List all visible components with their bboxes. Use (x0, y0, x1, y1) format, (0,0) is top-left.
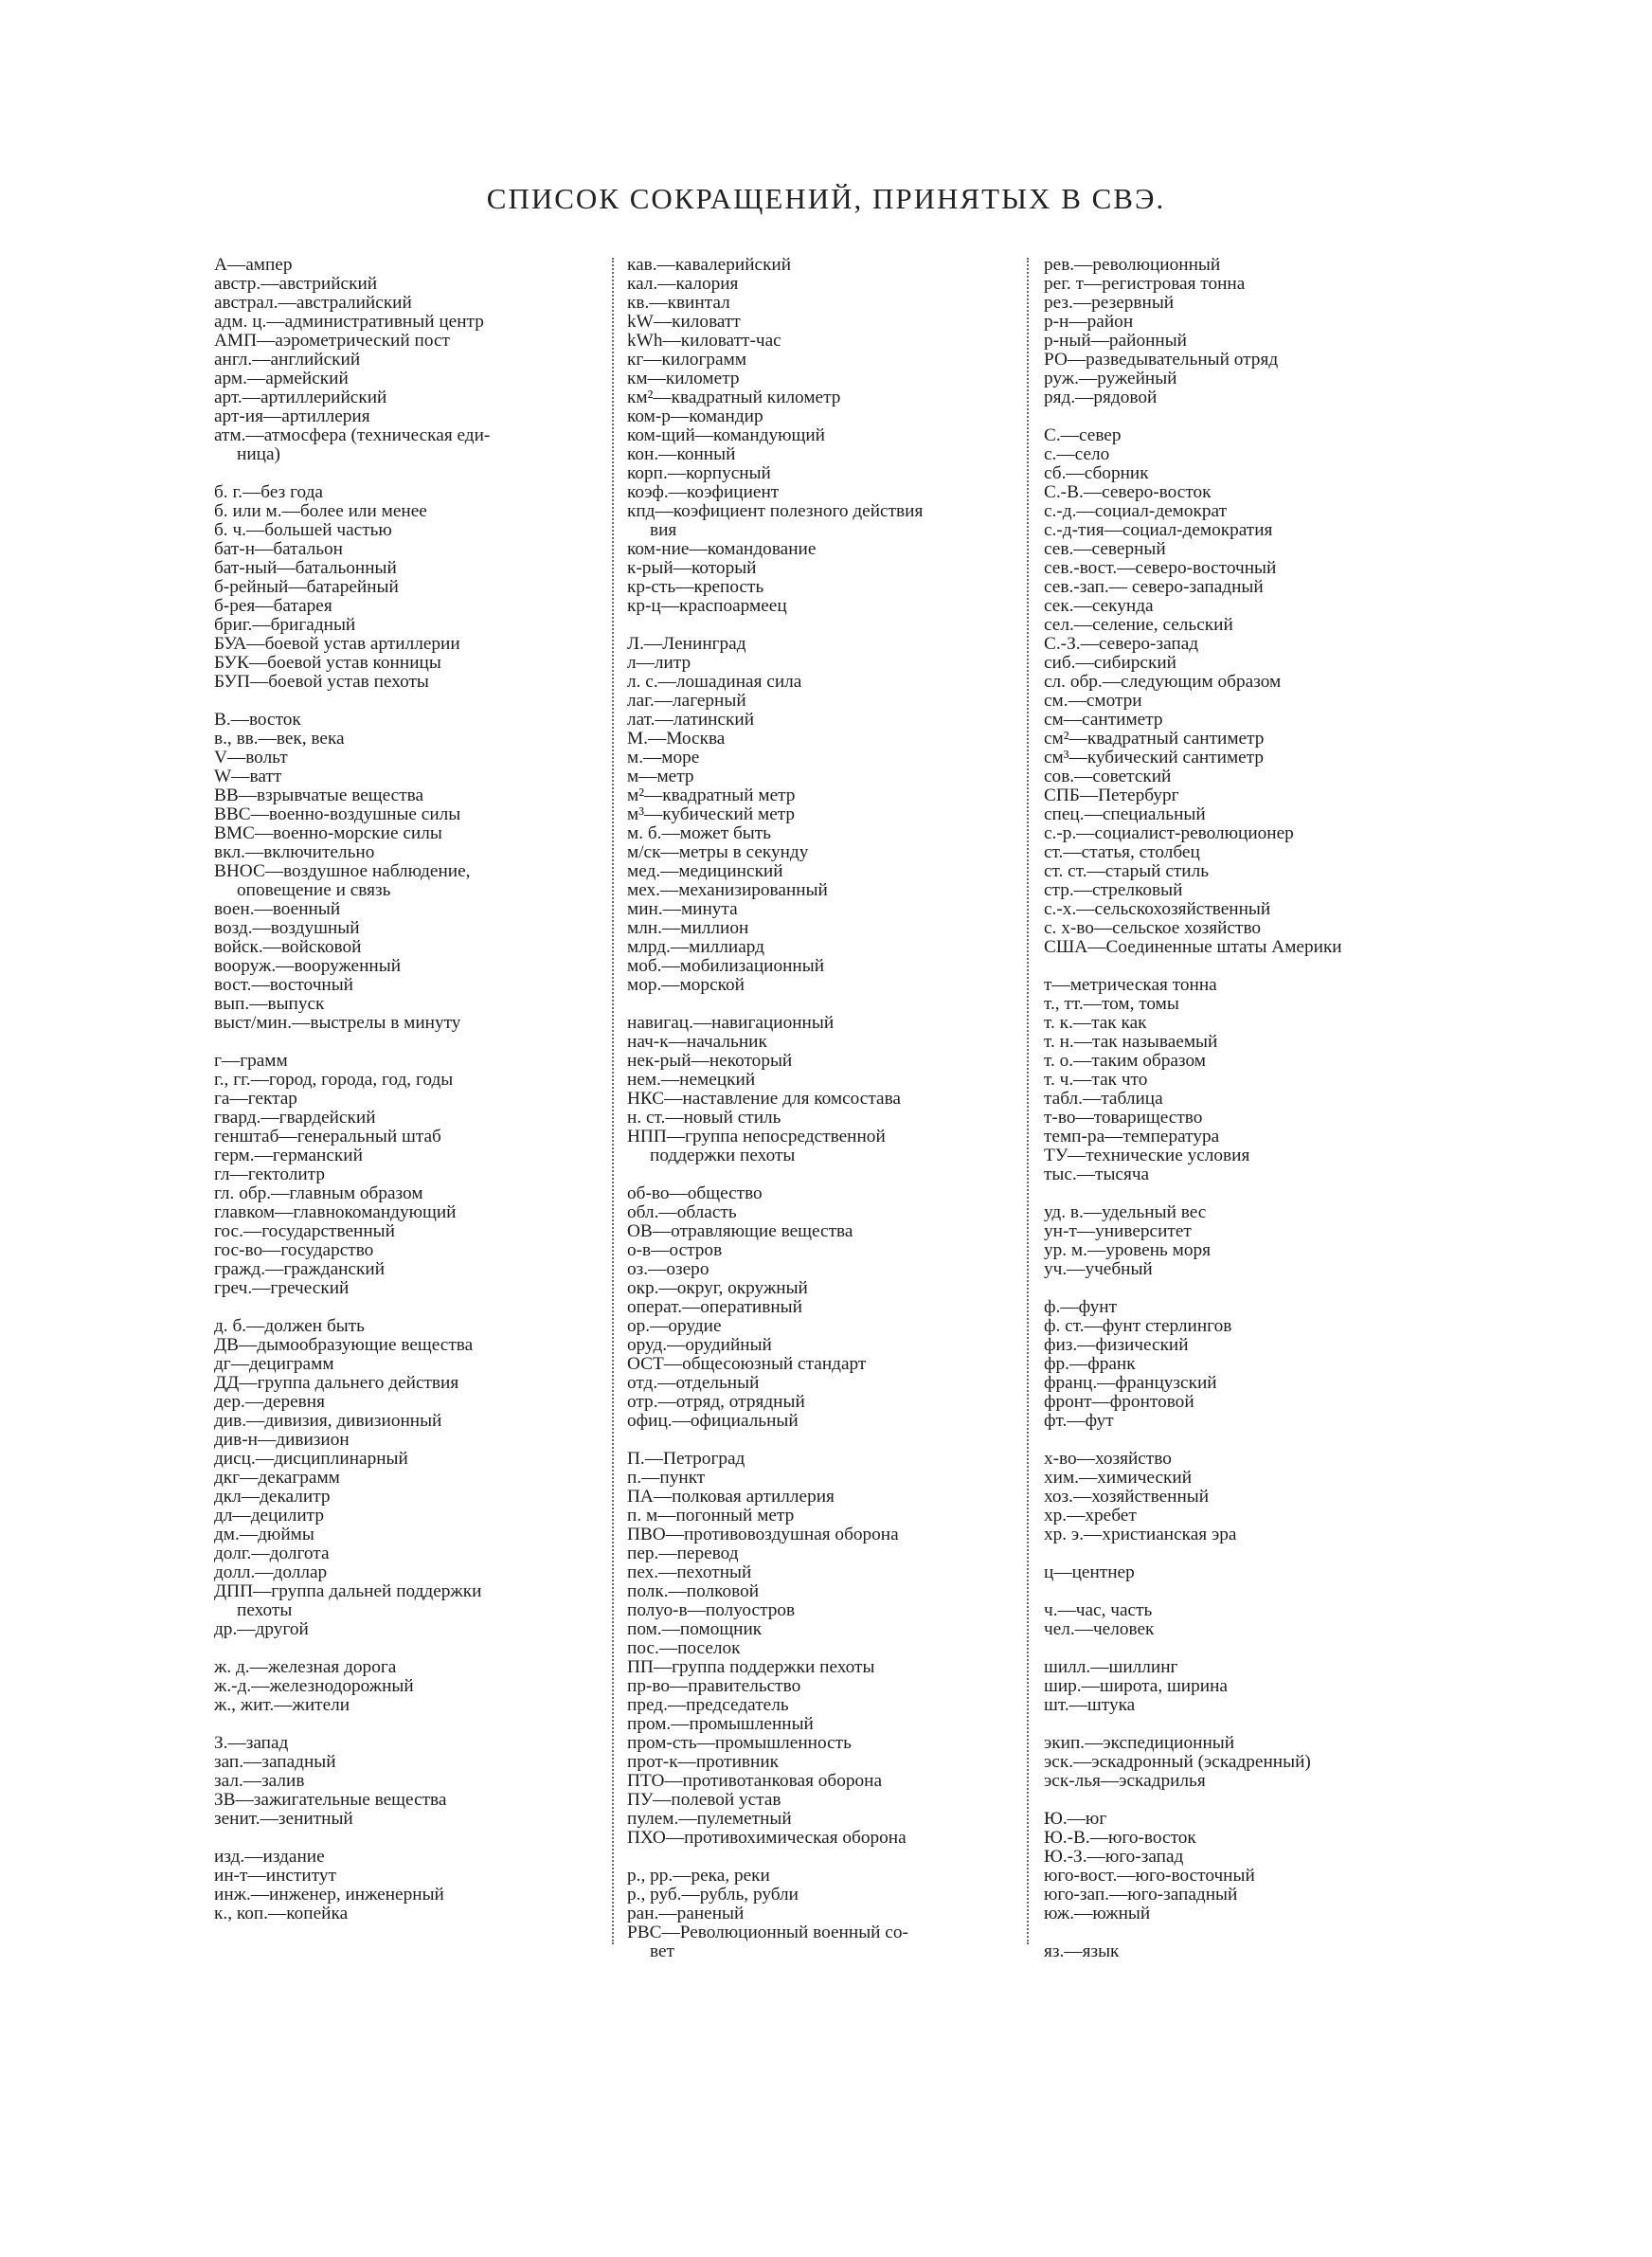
abbreviation-entry: лат.—латинский (627, 711, 755, 730)
abbreviation-entry: г., гг.—город, города, год, годы (214, 1071, 454, 1090)
abbreviation-entry: с.-р.—социалист-революционер (1044, 824, 1294, 843)
page-title: СПИСОК СОКРАЩЕНИЙ, ПРИНЯТЫХ В СВЭ. (486, 182, 1166, 215)
abbreviation-entry: ряд.—рядовой (1044, 388, 1158, 407)
abbreviation-entry: дкг—декаграмм (214, 1469, 340, 1488)
abbreviation-entry: вып.—выпуск (214, 995, 325, 1014)
abbreviation-entry: БУП—боевой устав пехоты (214, 673, 429, 692)
abbreviation-entry: ВВС—военно-воздушные силы (214, 805, 461, 824)
group-gap (214, 1715, 612, 1734)
abbreviation-entry: гос-во—государство (214, 1241, 374, 1260)
group-gap (1044, 407, 1442, 426)
abbreviation-entry: пром-сть—промышленность (627, 1734, 852, 1753)
abbreviation-entry: г—грамм (214, 1052, 288, 1071)
abbreviation-entry: сев.-вост.—северо-восточный (1044, 559, 1277, 578)
abbreviation-entry: нач-к—начальник (627, 1033, 767, 1052)
abbreviation-entry: сел.—селение, сельский (1044, 616, 1233, 635)
abbreviation-entry: т—метрическая тонна (1044, 976, 1217, 995)
abbreviation-entry: руж.—ружейный (1044, 370, 1177, 388)
abbreviation-column-3 (1044, 256, 1442, 1961)
abbreviation-entry: зап.—западный (214, 1753, 336, 1772)
abbreviation-entry: войск.—войсковой (214, 938, 362, 957)
abbreviation-entry: ур. м.—уровень моря (1044, 1241, 1211, 1260)
abbreviation-entry: зал.—залив (214, 1772, 305, 1791)
abbreviation-entry: австр.—австрийский (214, 275, 378, 294)
abbreviation-entry: АМП—аэрометрический пост (214, 332, 450, 351)
abbreviation-entry: н. ст.—новый стиль (627, 1109, 781, 1128)
abbreviation-entry: пром.—промышленный (627, 1715, 814, 1734)
abbreviation-entry: ж., жит.—жители (214, 1696, 350, 1715)
abbreviation-entry: р., руб.—рубль, рубли (627, 1886, 799, 1905)
abbreviation-entry: корп.—корпусный (627, 464, 771, 483)
group-gap (627, 1431, 1025, 1450)
abbreviation-entry: хр. э.—христианская эра (1044, 1526, 1237, 1544)
abbreviation-entry: хим.—химический (1044, 1469, 1193, 1488)
abbreviation-entry: адм. ц.—административный центр (214, 313, 484, 332)
abbreviation-entry: возд.—воздушный (214, 919, 360, 938)
abbreviation-entry: яз.—язык (1044, 1942, 1120, 1961)
abbreviation-entry: пом.—помощник (627, 1620, 763, 1639)
abbreviation-entry: мех.—механизированный (627, 881, 828, 900)
abbreviation-entry: ф.—фунт (1044, 1298, 1117, 1317)
abbreviation-entry: шир.—широта, ширина (1044, 1677, 1228, 1696)
abbreviation-entry: ф. ст.—фунт стерлингов (1044, 1317, 1232, 1336)
abbreviation-entry: юго-вост.—юго-восточный (1044, 1867, 1255, 1886)
abbreviation-entry: Ю.-З.—юго-запад (1044, 1848, 1184, 1867)
group-gap (1044, 1639, 1442, 1658)
abbreviation-entry: мед.—медицинский (627, 862, 783, 881)
group-gap (627, 1848, 1025, 1867)
abbreviation-entry: операт.—оперативный (627, 1298, 802, 1317)
abbreviation-entry: эск-лья—эскадрилья (1044, 1772, 1206, 1791)
abbreviation-entry: ПВО—противовоздушная оборона (627, 1526, 899, 1544)
abbreviation-entry: С.—север (1044, 426, 1122, 445)
abbreviation-entry: див.—дивизия, дивизионный (214, 1412, 442, 1431)
abbreviation-entry: гл—гектолитр (214, 1165, 325, 1184)
abbreviation-entry: изд.—издание (214, 1848, 325, 1867)
abbreviation-entry: кпд—коэфициент полезного действия (627, 502, 924, 521)
abbreviation-entry: зенит.—зенитный (214, 1810, 353, 1829)
abbreviation-entry: с. х-во—сельское хозяйство (1044, 919, 1262, 938)
abbreviation-entry: см.—смотри (1044, 692, 1142, 711)
abbreviation-entry: ПА—полковая артиллерия (627, 1488, 835, 1507)
abbreviation-entry: герм.—германский (214, 1147, 363, 1165)
abbreviation-entry: ПП—группа поддержки пехоты (627, 1658, 875, 1677)
abbreviation-entry: л. с.—лошадиная сила (627, 673, 802, 692)
abbreviation-entry: п. м—погонный метр (627, 1507, 795, 1526)
group-gap (1044, 1544, 1442, 1563)
abbreviation-entry: обл.—область (627, 1203, 737, 1222)
abbreviation-entry: ком-р—командир (627, 407, 763, 426)
abbreviation-entry: хр.—хребет (1044, 1507, 1137, 1526)
abbreviation-entry: пр-во—правительство (627, 1677, 801, 1696)
abbreviation-entry: кр-сть—крепость (627, 578, 764, 597)
abbreviation-entry: р., рр.—река, реки (627, 1867, 770, 1886)
abbreviation-entry: франц.—французский (1044, 1374, 1217, 1393)
abbreviation-entry: юж.—южный (1044, 1905, 1151, 1923)
abbreviation-entry: т-во—товарищество (1044, 1109, 1203, 1128)
abbreviation-entry: кр-ц—краспоармеец (627, 597, 787, 616)
abbreviation-entry: навигац.—навигационный (627, 1014, 835, 1033)
group-gap (214, 464, 612, 483)
abbreviation-entry: с.-д.—социал-демократ (1044, 502, 1228, 521)
abbreviation-entry-continuation: вет (650, 1942, 674, 1961)
abbreviation-entry: кг—килограмм (627, 351, 747, 370)
abbreviation-entry: бат-ный—батальонный (214, 559, 397, 578)
abbreviation-entry: ин-т—институт (214, 1867, 336, 1886)
abbreviation-entry-continuation: вия (650, 521, 677, 540)
abbreviation-entry-continuation: оповещение и связь (237, 881, 391, 900)
group-gap (1044, 1923, 1442, 1942)
abbreviation-entry: Ю.-В.—юго-восток (1044, 1829, 1196, 1848)
abbreviation-entry: М.—Москва (627, 730, 726, 749)
abbreviation-entry: ТУ—технические условия (1044, 1147, 1250, 1165)
abbreviation-entry: т. ч.—так что (1044, 1071, 1148, 1090)
group-gap (1044, 957, 1442, 976)
abbreviation-entry: ран.—раненый (627, 1905, 745, 1923)
abbreviation-entry: пер.—перевод (627, 1544, 739, 1563)
abbreviation-entry: ст.—статья, столбец (1044, 843, 1200, 862)
abbreviation-entry: гос.—государственный (214, 1222, 395, 1241)
abbreviation-entry: м/ск—метры в секунду (627, 843, 809, 862)
abbreviation-entry: окр.—округ, окружный (627, 1279, 808, 1298)
abbreviation-entry: пред.—председатель (627, 1696, 789, 1715)
column-divider (612, 258, 616, 1944)
abbreviation-entry: оз.—озеро (627, 1260, 709, 1279)
abbreviation-entry: уч.—учебный (1044, 1260, 1153, 1279)
group-gap (627, 1165, 1025, 1184)
abbreviation-entry: ЗВ—зажигательные вещества (214, 1791, 447, 1810)
abbreviation-entry: о-в—остров (627, 1241, 723, 1260)
abbreviation-entry: физ.—физический (1044, 1336, 1189, 1355)
abbreviation-entry: вкл.—включительно (214, 843, 375, 862)
group-gap (1044, 1279, 1442, 1298)
abbreviation-entry: kWh—киловатт-час (627, 332, 781, 351)
abbreviation-entry: бриг.—бригадный (214, 616, 356, 635)
group-gap (214, 1298, 612, 1317)
abbreviation-entry: ОВ—отравляющие вещества (627, 1222, 853, 1241)
abbreviation-entry: дг—дециграмм (214, 1355, 334, 1374)
abbreviation-entry: млрд.—миллиард (627, 938, 764, 957)
abbreviation-entry: див-н—дивизион (214, 1431, 350, 1450)
abbreviation-entry: ком-ние—командование (627, 540, 817, 559)
abbreviation-entry: Л.—Ленинград (627, 635, 746, 654)
abbreviation-entry: м³—кубический метр (627, 805, 796, 824)
abbreviation-entry: т., тт.—том, томы (1044, 995, 1179, 1014)
abbreviation-entry: ПУ—полевой устав (627, 1791, 781, 1810)
abbreviation-entry: с.-х.—сельскохозяйственный (1044, 900, 1271, 919)
abbreviation-entry: тыс.—тысяча (1044, 1165, 1150, 1184)
abbreviation-entry: д. б.—должен быть (214, 1317, 365, 1336)
abbreviation-entry: главком—главнокомандующий (214, 1203, 457, 1222)
abbreviation-entry: kW—киловатт (627, 313, 741, 332)
abbreviation-entry: эск.—эскадронный (эскадренный) (1044, 1753, 1311, 1772)
abbreviation-entry: воен.—военный (214, 900, 341, 919)
abbreviation-entry: коэф.—коэфициент (627, 483, 780, 502)
abbreviation-entry: НПП—группа непосредственной (627, 1128, 886, 1147)
abbreviation-entry: кв.—квинтал (627, 294, 730, 313)
abbreviation-entry: пех.—пехотный (627, 1563, 752, 1582)
abbreviation-entry: ж.-д.—железнодорожный (214, 1677, 414, 1696)
abbreviation-entry: п.—пункт (627, 1469, 706, 1488)
abbreviation-entry-continuation: ница) (237, 445, 280, 464)
abbreviation-entry: ор.—орудие (627, 1317, 722, 1336)
abbreviation-entry: га—гектар (214, 1090, 297, 1109)
abbreviation-entry: ц—центнер (1044, 1563, 1135, 1582)
abbreviation-entry: ПТО—противотанковая оборона (627, 1772, 883, 1791)
abbreviation-entry: м. б.—может быть (627, 824, 771, 843)
abbreviation-entry: РВС—Революционный военный со- (627, 1923, 908, 1942)
abbreviation-entry: см²—квадратный сантиметр (1044, 730, 1265, 749)
group-gap (214, 1829, 612, 1848)
abbreviation-entry: ч.—час, часть (1044, 1601, 1153, 1620)
abbreviation-entry: м—метр (627, 767, 694, 786)
abbreviation-entry: чел.—человек (1044, 1620, 1155, 1639)
abbreviation-entry: б. или м.—более или менее (214, 502, 427, 521)
abbreviation-entry: ДД—группа дальнего действия (214, 1374, 459, 1393)
abbreviation-entry: А—ампер (214, 256, 293, 275)
abbreviation-entry: ВНОС—воздушное наблюдение, (214, 862, 471, 881)
abbreviation-entry: инж.—инженер, инженерный (214, 1886, 444, 1905)
column-divider (1027, 258, 1031, 1944)
abbreviation-entry: фт.—фут (1044, 1412, 1114, 1431)
abbreviation-entry: ком-щий—командующий (627, 426, 825, 445)
abbreviation-entry: т. о.—таким образом (1044, 1052, 1206, 1071)
abbreviation-entry: вооруж.—вооруженный (214, 957, 402, 976)
abbreviation-entry: спец.—специальный (1044, 805, 1206, 824)
abbreviation-entry: полуо-в—полуостров (627, 1601, 796, 1620)
abbreviation-entry: Ю.—юг (1044, 1810, 1107, 1829)
group-gap (627, 616, 1025, 635)
abbreviation-entry: З.—запад (214, 1734, 289, 1753)
abbreviation-entry: ж. д.—железная дорога (214, 1658, 397, 1677)
abbreviation-entry: моб.—мобилизационный (627, 957, 825, 976)
abbreviation-entry: мин.—минута (627, 900, 738, 919)
abbreviation-entry: м.—море (627, 749, 700, 767)
abbreviation-entry: арт.—артиллерийский (214, 388, 387, 407)
abbreviation-entry: б. ч.—большей частью (214, 521, 392, 540)
abbreviation-entry: ВМС—военно-морские силы (214, 824, 442, 843)
abbreviation-entry: сев.-зап.— северо-западный (1044, 578, 1264, 597)
abbreviation-entry: С.-В.—северо-восток (1044, 483, 1212, 502)
abbreviation-entry: полк.—полковой (627, 1582, 760, 1601)
abbreviation-entry: австрал.—австралийский (214, 294, 412, 313)
abbreviation-entry: рез.—резервный (1044, 294, 1175, 313)
abbreviation-column-2 (627, 256, 1025, 1961)
abbreviation-entry: пулем.—пулеметный (627, 1810, 792, 1829)
abbreviation-entry: сл. обр.—следующим образом (1044, 673, 1282, 692)
group-gap (214, 692, 612, 711)
abbreviation-entry: хоз.—хозяйственный (1044, 1488, 1210, 1507)
abbreviation-entry: П.—Петроград (627, 1450, 745, 1469)
abbreviation-entry: сев.—северный (1044, 540, 1166, 559)
abbreviation-entry: С.-З.—северо-запад (1044, 635, 1199, 654)
abbreviation-entry: т. н.—так называемый (1044, 1033, 1218, 1052)
abbreviation-entry: гвард.—гвардейский (214, 1109, 376, 1128)
abbreviation-entry: б-рея—батарея (214, 597, 332, 616)
abbreviation-entry: прот-к—противник (627, 1753, 780, 1772)
abbreviation-entry-continuation: поддержки пехоты (650, 1147, 796, 1165)
abbreviation-entry: фронт—фронтовой (1044, 1393, 1194, 1412)
abbreviation-entry: б-рейный—батарейный (214, 578, 399, 597)
group-gap (1044, 1431, 1442, 1450)
abbreviation-entry: х-во—хозяйство (1044, 1450, 1172, 1469)
group-gap (1044, 1184, 1442, 1203)
abbreviation-entry: кон.—конный (627, 445, 736, 464)
abbreviation-entry: дер.—деревня (214, 1393, 325, 1412)
abbreviation-column-1 (214, 256, 612, 1923)
abbreviation-entry: шт.—штука (1044, 1696, 1136, 1715)
abbreviation-entry: вост.—восточный (214, 976, 353, 995)
abbreviation-entry: арт-ия—артиллерия (214, 407, 370, 426)
abbreviation-entry: млн.—миллион (627, 919, 749, 938)
abbreviation-entry: пос.—поселок (627, 1639, 741, 1658)
abbreviation-entry: гражд.—гражданский (214, 1260, 386, 1279)
abbreviation-entry: т. к.—так как (1044, 1014, 1147, 1033)
abbreviation-entry: др.—другой (214, 1620, 309, 1639)
abbreviation-entry: фр.—франк (1044, 1355, 1136, 1374)
abbreviation-entry: экип.—экспедиционный (1044, 1734, 1235, 1753)
group-gap (1044, 1715, 1442, 1734)
abbreviation-entry: РО—разведывательный отряд (1044, 351, 1279, 370)
abbreviation-entry: генштаб—генеральный штаб (214, 1128, 441, 1147)
abbreviation-entry: км²—квадратный километр (627, 388, 841, 407)
abbreviation-entry: долл.—доллар (214, 1563, 328, 1582)
abbreviation-entry: В.—восток (214, 711, 301, 730)
group-gap (1044, 1791, 1442, 1810)
abbreviation-entry: м²—квадратный метр (627, 786, 796, 805)
abbreviation-entry: нек-рый—некоторый (627, 1052, 793, 1071)
abbreviation-entry: ст. ст.—старый стиль (1044, 862, 1210, 881)
abbreviation-entry: р-н—район (1044, 313, 1134, 332)
group-gap (214, 1033, 612, 1052)
abbreviation-entry: см³—кубический сантиметр (1044, 749, 1265, 767)
abbreviation-entry: офиц.—официальный (627, 1412, 799, 1431)
abbreviation-entry: США—Соединенные штаты Америки (1044, 938, 1342, 957)
abbreviation-entry: отр.—отряд, отрядный (627, 1393, 805, 1412)
abbreviation-entry: гл. обр.—главным образом (214, 1184, 423, 1203)
abbreviation-entry: дл—децилитр (214, 1507, 324, 1526)
abbreviation-entry: уд. в.—удельный вес (1044, 1203, 1207, 1222)
abbreviation-entry: СПБ—Петербург (1044, 786, 1179, 805)
abbreviation-entry: б. г.—без года (214, 483, 323, 502)
abbreviation-entry: V—вольт (214, 749, 288, 767)
abbreviation-entry: W—ватт (214, 767, 282, 786)
abbreviation-entry: стр.—стрелковый (1044, 881, 1183, 900)
abbreviation-entry: ун-т—университет (1044, 1222, 1192, 1241)
abbreviation-entry: рев.—революционный (1044, 256, 1221, 275)
abbreviation-entry: англ.—английский (214, 351, 361, 370)
abbreviation-entry: с.—село (1044, 445, 1110, 464)
abbreviation-entry: в., вв.—век, века (214, 730, 345, 749)
group-gap (1044, 1582, 1442, 1601)
abbreviation-entry-continuation: пехоты (237, 1601, 293, 1620)
abbreviation-entry: отд.—отдельный (627, 1374, 760, 1393)
abbreviation-entry: ВВ—взрывчатые вещества (214, 786, 424, 805)
abbreviation-entry: оруд.—орудийный (627, 1336, 772, 1355)
abbreviation-entry: сб.—сборник (1044, 464, 1149, 483)
abbreviation-entry: шилл.—шиллинг (1044, 1658, 1178, 1677)
abbreviation-entry: см—сантиметр (1044, 711, 1163, 730)
abbreviation-entry: темп-ра—температура (1044, 1128, 1220, 1147)
abbreviation-entry: НКС—наставление для комсостава (627, 1090, 901, 1109)
abbreviation-entry: юго-зап.—юго-западный (1044, 1886, 1238, 1905)
abbreviation-entry: дкл—декалитр (214, 1488, 331, 1507)
abbreviation-entry: к., коп.—копейка (214, 1905, 349, 1923)
abbreviation-entry: нем.—немецкий (627, 1071, 756, 1090)
abbreviation-entry: греч.—греческий (214, 1279, 350, 1298)
abbreviation-entry: БУА—боевой устав артиллерии (214, 635, 460, 654)
abbreviation-entry: сек.—секунда (1044, 597, 1154, 616)
abbreviation-entry: ДПП—группа дальней поддержки (214, 1582, 482, 1601)
abbreviation-entry: р-ный—районный (1044, 332, 1188, 351)
abbreviation-entry: л—литр (627, 654, 691, 673)
abbreviation-entry: кав.—кавалерийский (627, 256, 792, 275)
abbreviation-entry: ДВ—дымообразующие вещества (214, 1336, 474, 1355)
abbreviation-entry: долг.—долгота (214, 1544, 330, 1563)
abbreviation-entry: выст/мин.—выстрелы в минуту (214, 1014, 461, 1033)
abbreviation-entry: ОСТ—общесоюзный стандарт (627, 1355, 867, 1374)
abbreviation-entry: дм.—дюймы (214, 1526, 314, 1544)
abbreviation-entry: к-рый—который (627, 559, 757, 578)
abbreviation-entry: рег. т—регистровая тонна (1044, 275, 1246, 294)
abbreviation-entry: сиб.—сибирский (1044, 654, 1176, 673)
abbreviation-entry: бат-н—батальон (214, 540, 343, 559)
abbreviation-entry: ПХО—противохимическая оборона (627, 1829, 907, 1848)
abbreviation-entry: с.-д-тия—социал-демократия (1044, 521, 1273, 540)
group-gap (627, 995, 1025, 1014)
abbreviation-entry: кал.—калория (627, 275, 739, 294)
abbreviation-entry: БУК—боевой устав конницы (214, 654, 441, 673)
abbreviation-entry: арм.—армейский (214, 370, 349, 388)
abbreviation-entry: мор.—морской (627, 976, 745, 995)
abbreviation-entry: км—километр (627, 370, 740, 388)
abbreviation-entry: об-во—общество (627, 1184, 763, 1203)
abbreviation-entry: атм.—атмосфера (техническая еди- (214, 426, 491, 445)
abbreviation-entry: дисц.—дисциплинарный (214, 1450, 408, 1469)
abbreviation-entry: табл.—таблица (1044, 1090, 1163, 1109)
abbreviation-entry: сов.—советский (1044, 767, 1172, 786)
group-gap (214, 1639, 612, 1658)
abbreviation-entry: лаг.—лагерный (627, 692, 746, 711)
